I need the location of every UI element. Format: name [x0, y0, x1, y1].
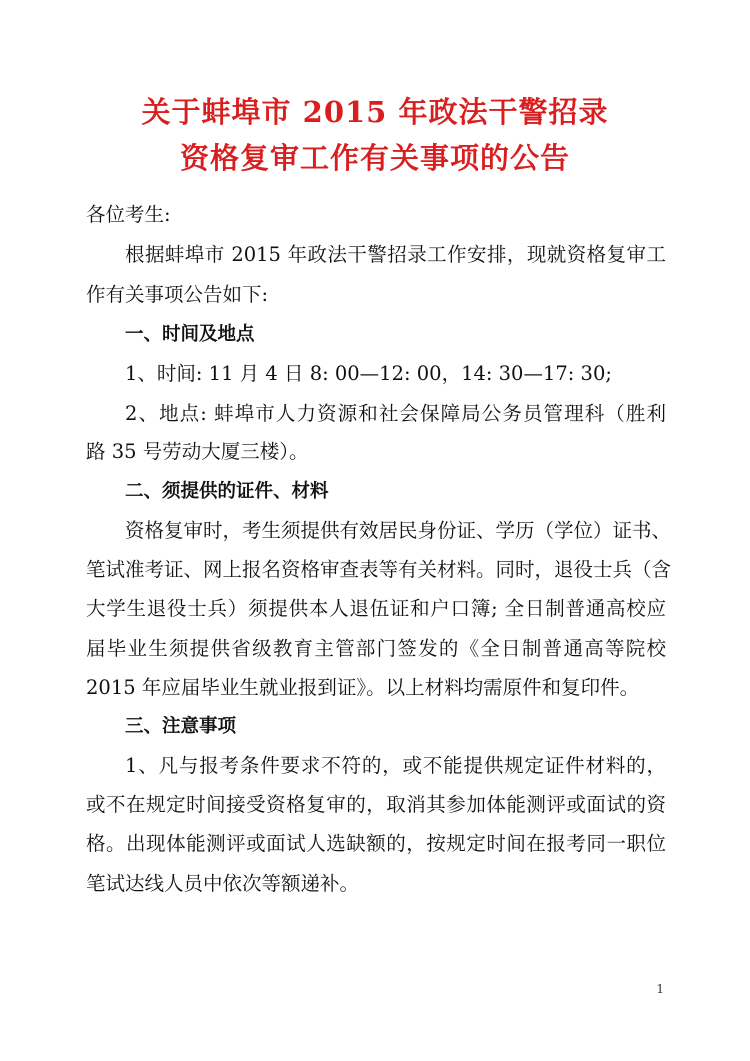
section-3-heading: 三、注意事项	[125, 716, 237, 737]
page-number: 1	[656, 982, 664, 996]
section-2-line: 2015 年应届毕业生就业报到证》。以上材料均需原件和复印件。	[86, 676, 640, 699]
section-1-place-line-1: 2、地点: 蚌埠市人力资源和社会保障局公务员管理科（胜利	[125, 402, 666, 425]
section-3-line: 或不在规定时间接受资格复审的，取消其参加体能测评或面试的资	[86, 793, 666, 816]
section-2-line: 笔试准考证、网上报名资格审查表等有关材料。同时，退役士兵（含	[86, 558, 672, 581]
section-2-heading: 二、须提供的证件、材料	[125, 481, 329, 502]
section-2-line: 资格复审时，考生须提供有效居民身份证、学历（学位）证书、	[125, 519, 672, 542]
section-3-line: 笔试达线人员中依次等额递补。	[86, 872, 360, 895]
section-1-place-line-2: 路 35 号劳动大厦三楼）。	[86, 440, 309, 463]
document-title-line-2: 资格复审工作有关事项的公告	[179, 141, 570, 175]
document-title-line-1: 关于蚌埠市 2015 年政法干警招录	[141, 95, 609, 129]
intro-line-1: 根据蚌埠市 2015 年政法干警招录工作安排，现就资格复审工	[125, 243, 666, 266]
section-2-line: 大学生退役士兵）须提供本人退伍证和户口簿; 全日制普通高校应	[86, 597, 666, 620]
intro-line-2: 作有关事项公告如下:	[86, 283, 269, 306]
section-1-heading: 一、时间及地点	[125, 324, 255, 345]
section-1-time: 1、时间: 11 月 4 日 8: 00—12: 00，14: 30—17: 30;	[125, 362, 612, 385]
salutation: 各位考生:	[86, 203, 171, 226]
section-3-line: 1、凡与报考条件要求不符的，或不能提供规定证件材料的，	[125, 754, 666, 777]
section-2-line: 届毕业生须提供省级教育主管部门签发的《全日制普通高等院校	[86, 637, 666, 660]
section-3-line: 格。出现体能测评或面试人选缺额的，按规定时间在报考同一职位	[86, 832, 666, 855]
